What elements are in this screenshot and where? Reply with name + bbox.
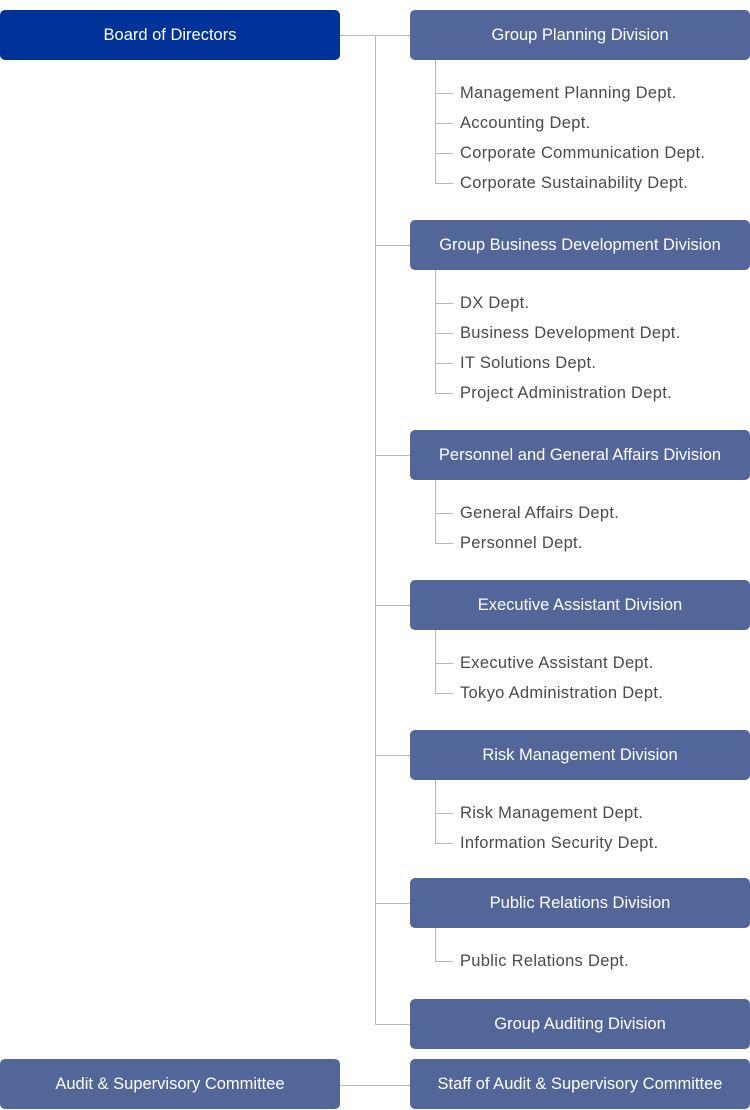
dept-item: Accounting Dept. (460, 114, 591, 132)
dept-item: Executive Assistant Dept. (460, 654, 654, 672)
dept-item: General Affairs Dept. (460, 504, 620, 522)
division-branch-line (375, 455, 410, 456)
division-label: Risk Management Division (482, 745, 678, 764)
dept-tick (435, 153, 453, 154)
division-box-risk-management (410, 730, 750, 780)
dept-tick (435, 693, 453, 694)
dept-tick (435, 813, 453, 814)
dept-trunk-line (435, 480, 436, 543)
dept-tick (435, 393, 453, 394)
audit-staff-label: Staff of Audit & Supervisory Committee (437, 1074, 723, 1093)
dept-item: Information Security Dept. (460, 834, 659, 852)
dept-item: Corporate Communication Dept. (460, 144, 706, 162)
division-box-personnel-general-affairs (410, 430, 750, 480)
dept-trunk-line (435, 780, 436, 843)
dept-item: Public Relations Dept. (460, 952, 629, 970)
dept-trunk-line (435, 60, 436, 183)
division-box-executive-assistant (410, 580, 750, 630)
dept-item: DX Dept. (460, 294, 530, 312)
division-branch-line (375, 1024, 410, 1025)
dept-tick (435, 543, 453, 544)
audit-committee-box (0, 1059, 340, 1109)
dept-trunk-line (435, 928, 436, 961)
division-label: Public Relations Division (489, 893, 671, 912)
division-box-group-business-development (410, 220, 750, 270)
division-branch-line (375, 35, 410, 36)
division-branch-line (375, 903, 410, 904)
audit-committee-label: Audit & Supervisory Committee (55, 1074, 285, 1093)
division-branch-line (375, 605, 410, 606)
dept-trunk-line (435, 270, 436, 393)
dept-tick (435, 513, 453, 514)
board-label: Board of Directors (103, 25, 237, 44)
division-branch-line (375, 245, 410, 246)
division-label: Group Auditing Division (494, 1014, 666, 1033)
dept-tick (435, 333, 453, 334)
division-branch-line (375, 755, 410, 756)
dept-item: Tokyo Administration Dept. (460, 684, 664, 702)
dept-item: IT Solutions Dept. (460, 354, 597, 372)
dept-tick (435, 961, 453, 962)
board-of-directors-box (0, 10, 340, 60)
dept-tick (435, 93, 453, 94)
division-box-group-auditing (410, 999, 750, 1049)
division-label: Executive Assistant Division (477, 595, 683, 614)
division-label: Group Planning Division (491, 25, 669, 44)
dept-item: Management Planning Dept. (460, 84, 677, 102)
main-trunk-line (375, 35, 376, 1025)
dept-tick (435, 843, 453, 844)
division-box-public-relations (410, 878, 750, 928)
dept-item: Personnel Dept. (460, 534, 583, 552)
dept-tick (435, 303, 453, 304)
dept-item: Project Administration Dept. (460, 384, 672, 402)
dept-item: Risk Management Dept. (460, 804, 644, 822)
division-label: Personnel and General Affairs Division (438, 445, 722, 464)
division-box-group-planning (410, 10, 750, 60)
division-label: Group Business Development Division (439, 235, 721, 254)
audit-staff-box (410, 1059, 750, 1109)
dept-item: Corporate Sustainability Dept. (460, 174, 689, 192)
dept-tick (435, 663, 453, 664)
dept-tick (435, 183, 453, 184)
dept-tick (435, 123, 453, 124)
dept-item: Business Development Dept. (460, 324, 681, 342)
audit-connector (340, 1085, 410, 1086)
dept-trunk-line (435, 630, 436, 693)
dept-tick (435, 363, 453, 364)
